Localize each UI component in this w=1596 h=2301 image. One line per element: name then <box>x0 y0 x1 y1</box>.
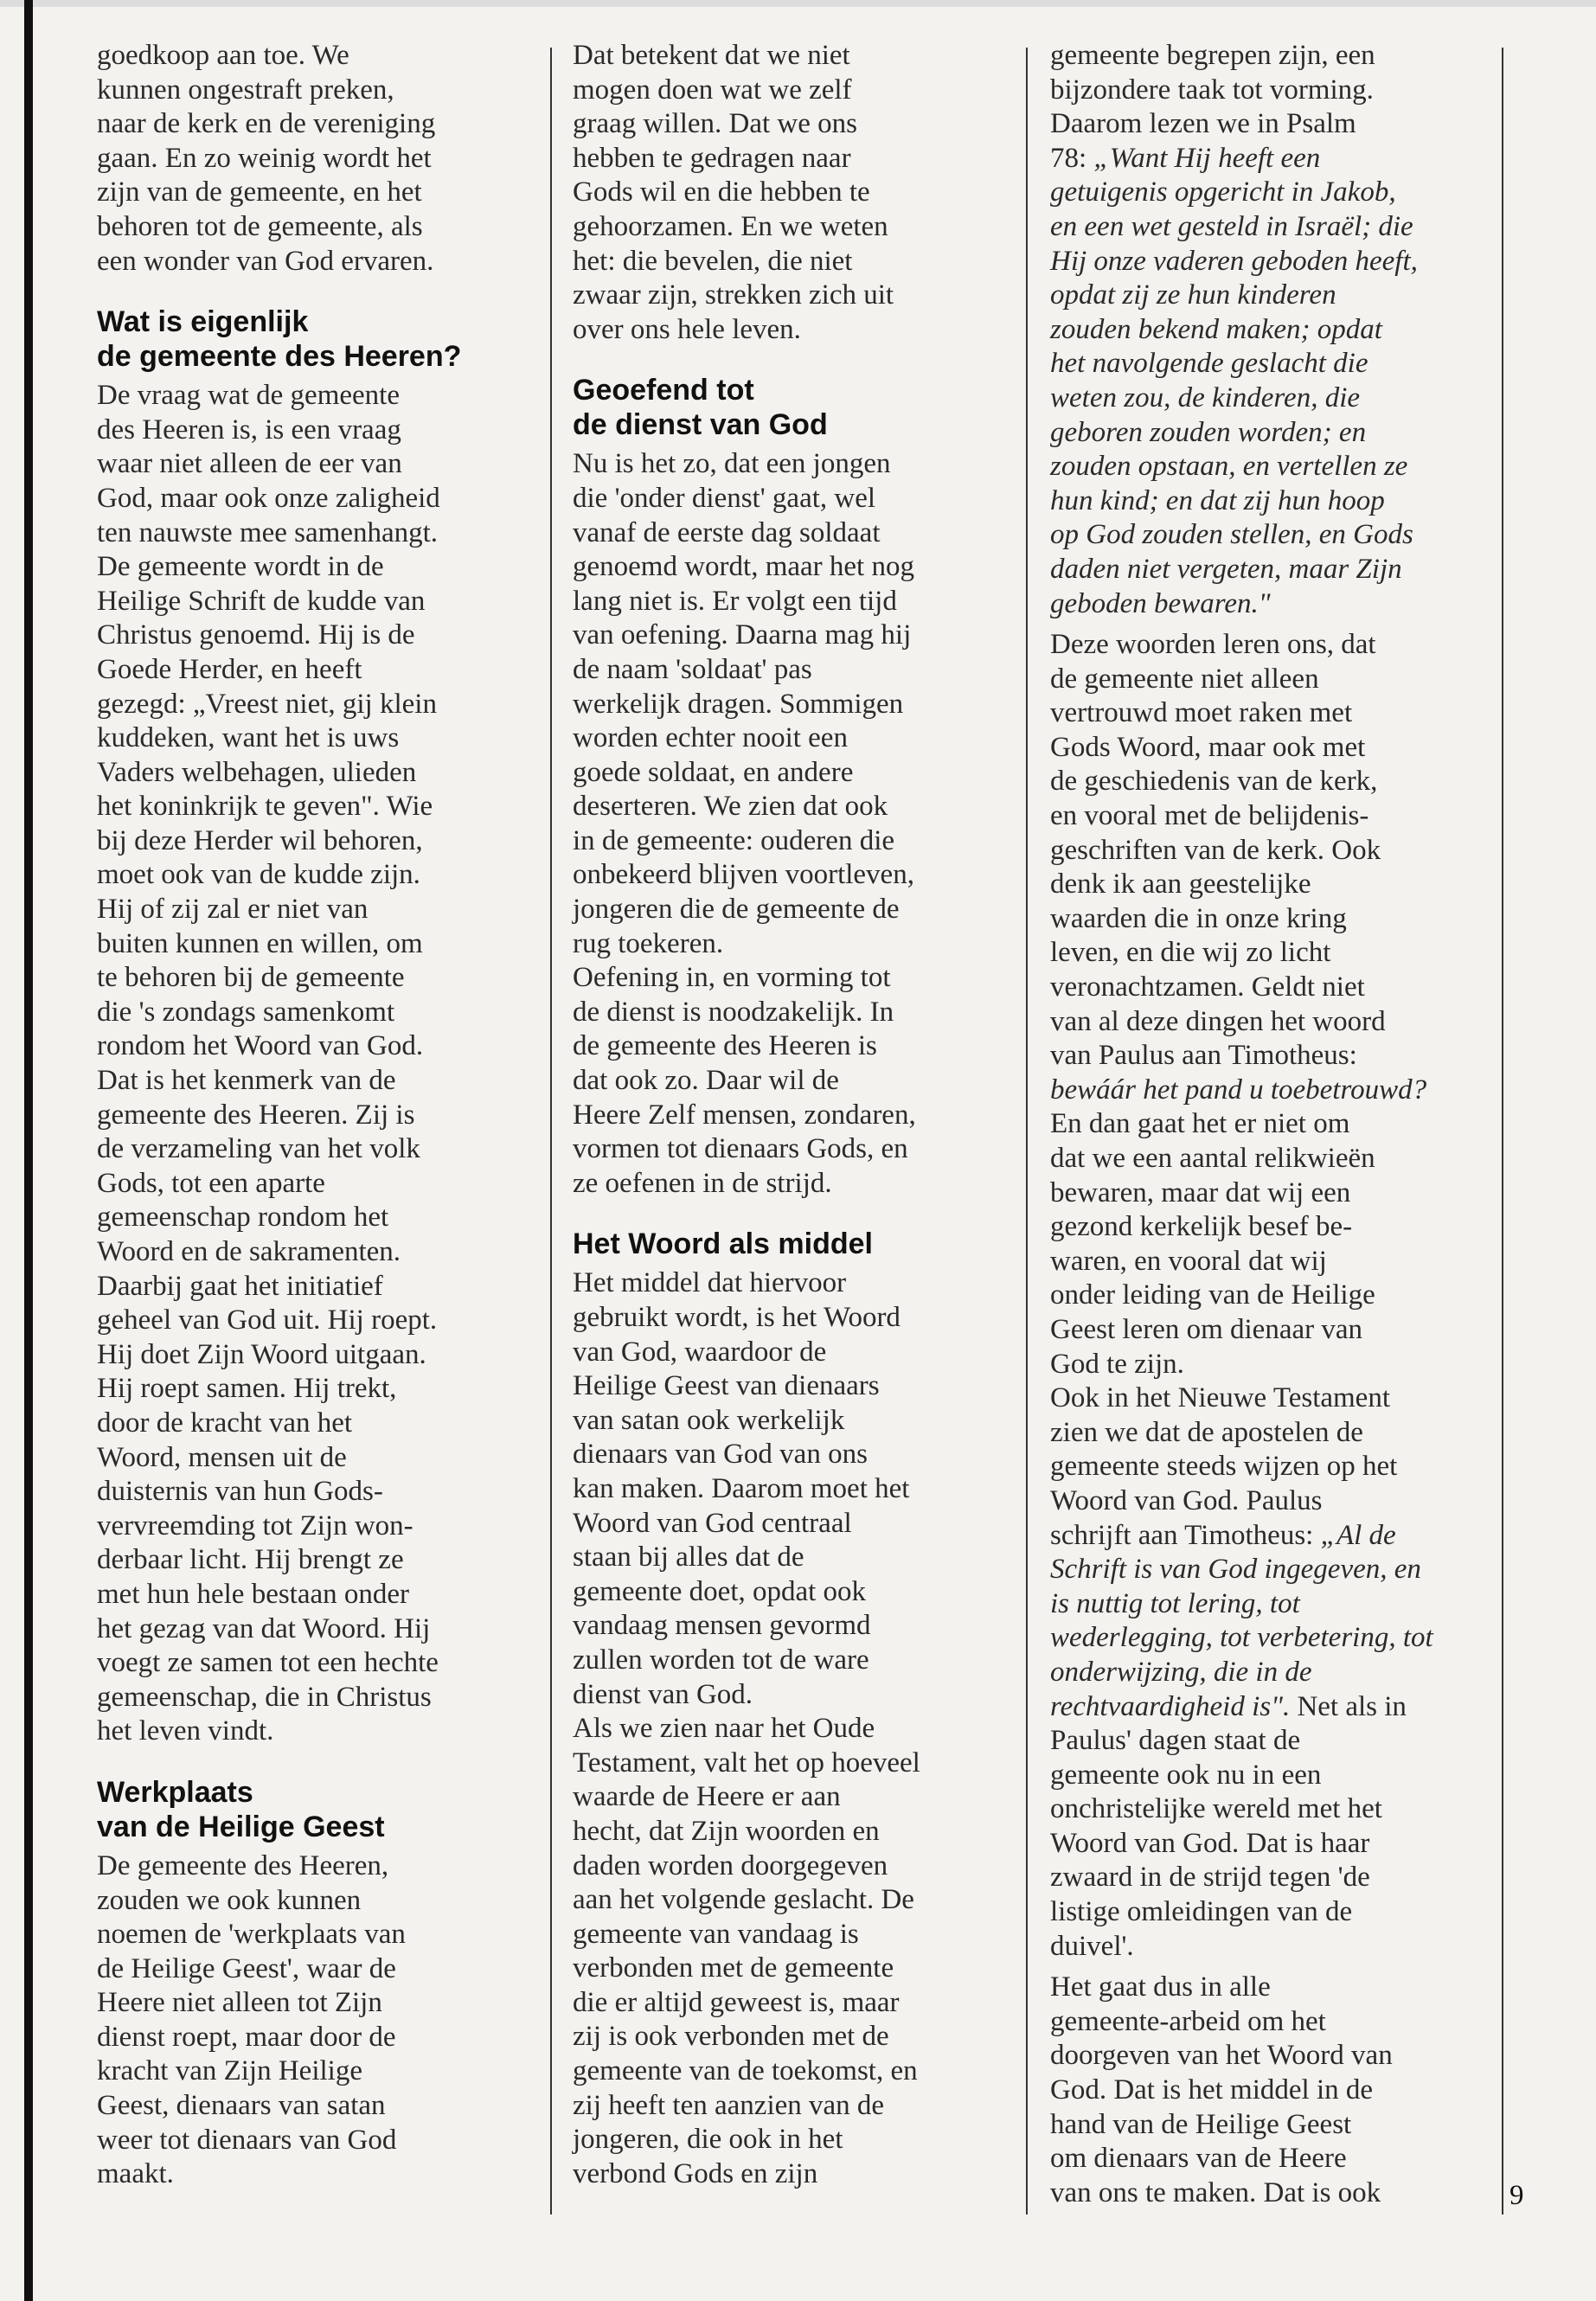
paragraph: Het gaat dus in alle gemeente-arbeid om het doorgeven van het Woord van God. Dat is het middel in de hand van de Heilige Geest om dienaars van de Heere van ons te maken. Dat is ook <box>1050 1971 1393 2208</box>
column-divider <box>1502 48 1503 2214</box>
paragraph: De vraag wat de gemeente des Heeren is, is een vraag waar niet alleen de eer van God, maar ook onze zaligheid ten nauwste mee samenhangt. De gemeente wordt in de Heilige Schrift de kudde van Christus genoemd. Hij is de Goede Herder, en heeft gezegd: „Vreest niet, gij klein kuddeken, want het is uws Vaders welbehagen, ulieden het koninkrijk te geven". Wie bij deze Herder wil behoren, moet ook van de kudde zijn. Hij of zij zal er niet van buiten kunnen en willen, om te behoren bij de gemeente die 's zondags samenkomt rondom het Woord van God. Dat is het kenmerk van de gemeente des Heeren. Zij is de verzameling van het volk Gods, tot een aparte gemeenschap rondom het Woord en de sakramenten. Daarbij gaat het initiatief geheel van God uit. Hij roept. Hij doet Zijn Woord uitgaan. Hij roept samen. Hij trekt, door de kracht van het Woord, mensen uit de duisternis van hun Gods- vervreemding tot Zijn won- derbaar licht. Hij brengt ze met hun hele bestaan onder het gezag van dat Woord. Hij voegt ze samen tot een hechte gemeenschap, die in Christus het leven vindt. <box>97 380 440 1747</box>
section-heading: Geoefend tot de dienst van God <box>573 374 828 442</box>
paragraph-text: Deze woorden leren ons, dat de gemeente niet alleen vertrouwd moet raken met Gods Woord, maar ook met de geschiedenis van de kerk, en vooral met de belijdenis- geschriften van de kerk. Ook denk ik aan geestelijke waarden die in onze kring leven, en die wij zo licht veronachtzamen. Geldt niet van al deze dingen het woord van Paulus aan Timotheus: <box>1050 629 1386 1072</box>
page-top-edge <box>0 0 1596 7</box>
paragraph-text: En dan gaat het er niet om dat we een aantal relikwieën bewaren, maar dat wij een gezond kerkelijk besef be- waren, en vooral dat wij onder leiding van de Heilige Geest leren om dienaar van God te zijn. Ook in het Nieuwe Testament zien we dat de apostelen de gemeente steeds wijzen op het Woord van God. Paulus schrijft aan Timotheus: <box>1050 1108 1398 1551</box>
page-binding-edge <box>24 0 33 2301</box>
paragraph: De gemeente des Heeren, zouden we ook kunnen noemen de 'werkplaats van de Heilige Geest', waar de Heere niet alleen tot Zijn dienst roept, maar door de kracht van Zijn Heilige Geest, dienaars van satan weer tot dienaars van God maakt. <box>97 1849 406 2190</box>
paragraph <box>1050 628 1491 1964</box>
timotheus-quote: bewáár het pand u toebetrouwd? <box>1050 1074 1427 1106</box>
paragraph <box>1050 39 1491 621</box>
section-heading: Wat is eigenlijk de gemeente des Heeren? <box>97 305 462 374</box>
page-number: 9 <box>1509 2180 1524 2211</box>
section-heading: Werkplaats van de Heilige Geest <box>97 1775 385 1843</box>
column-divider <box>1026 48 1028 2214</box>
psalm-quote: „Want Hij heeft een getuigenis opgericht in Jakob, en een wet gesteld in Israël; die Hij onze vaderen geboden heeft, opdat zij ze hun kinderen zouden bekend maken; opdat het navolgende geslacht die weten zou, de kinderen, die geboren zouden worden; en zouden opstaan, en vertellen ze hun kind; en dat zij hun hoop op God zouden stellen, en Gods daden niet vergeten, maar Zijn geboden bewaren." <box>1050 142 1418 619</box>
paragraph: Dat betekent dat we niet mogen doen wat we zelf graag willen. Dat we ons hebben te gedragen naar Gods wil en die hebben te gehoorzamen. En we weten het: die bevelen, die niet zwaar zijn, strekken zich uit over ons hele leven. <box>573 40 894 345</box>
column-2 <box>573 39 1014 2191</box>
paragraph-text: gemeente begrepen zijn, een bijzondere taak tot vorming. Daarom lezen we in Psalm 78: <box>1050 40 1375 174</box>
paragraph: goedkoop aan toe. We kunnen ongestraft preken, naar de kerk en de vereniging gaan. En zo weinig wordt het zijn van de gemeente, en het behoren tot de gemeente, als een wonder van God ervaren. <box>97 40 436 277</box>
paragraph: Het middel dat hiervoor gebruikt wordt, is het Woord van God, waardoor de Heilige Geest van dienaars van satan ook werkelijk dienaars van God van ons kan maken. Daarom moet het Woord van God centraal staan bij alles dat de gemeente doet, opdat ook vandaag mensen gevormd zullen worden tot de ware dienst van God. Als we zien naar het Oude Testament, valt het op hoeveel waarde de Heere er aan hecht, dat Zijn woorden en daden worden doorgegeven aan het volgende geslacht. De gemeente van vandaag is verbonden met de gemeente die er altijd geweest is, maar zij is ook verbonden met de gemeente van de toekomst, en zij heeft ten aanzien van de jongeren, die ook in het verbond Gods en zijn <box>573 1267 920 2189</box>
paragraph-text: Net als in Paulus' dagen staat de gemeente ook nu in een onchristelijke wereld met het Woord van God. Dat is haar zwaard in de strijd tegen 'de listige omleidingen van de duivel'. <box>1050 1690 1407 1962</box>
column-divider <box>550 48 552 2214</box>
paragraph: Nu is het zo, dat een jongen die 'onder dienst' gaat, wel vanaf de eerste dag soldaat genoemd wordt, maar het nog lang niet is. Er volgt een tijd van oefening. Daarna mag hij de naam 'soldaat' pas werkelijk dragen. Sommigen worden echter nooit een goede soldaat, en andere deserteren. We zien dat ook in de gemeente: ouderen die onbekeerd blijven voortleven, jongeren die de gemeente de rug toekeren. Oefening in, en vorming tot de dienst is noodzakelijk. In de gemeente des Heeren is dat ook zo. Daar wil de Heere Zelf mensen, zondaren, vormen tot dienaars Gods, en ze oefenen in de strijd. <box>573 448 916 1199</box>
section-heading: Het Woord als middel <box>573 1227 873 1261</box>
column-1 <box>97 39 538 2192</box>
column-3 <box>1050 39 1491 2210</box>
scripture-quote: „Al de Schrift is van God ingegeven, en is nuttig tot lering, tot wederlegging, tot verbetering, tot onderwijzing, die in de rechtvaardigheid is". <box>1050 1519 1433 1722</box>
